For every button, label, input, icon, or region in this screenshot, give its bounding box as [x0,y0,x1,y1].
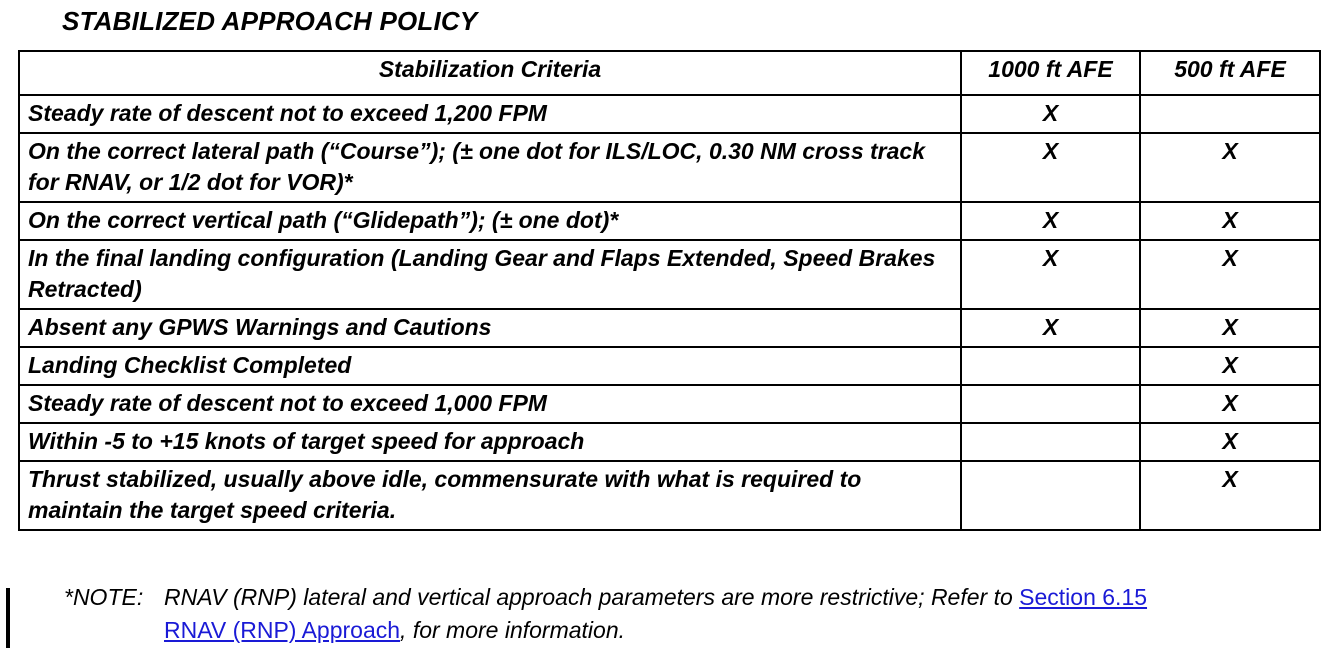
afe500-mark [1140,95,1320,133]
header-500ft-afe: 500 ft AFE [1140,51,1320,95]
header-criteria: Stabilization Criteria [19,51,961,95]
table-row [19,309,1320,347]
afe500-mark: X [1140,423,1320,461]
table-row [19,385,1320,423]
table-row [19,202,1320,240]
table-row [19,240,1320,309]
note-suffix: , for more information. [400,617,626,643]
afe1000-mark: X [961,240,1140,309]
afe500-mark: X [1140,385,1320,423]
criteria-cell: On the correct vertical path (“Glidepath”); (± one dot)* [19,202,961,240]
afe1000-mark [961,423,1140,461]
afe500-mark: X [1140,461,1320,530]
table-row [19,423,1320,461]
afe500-mark: X [1140,309,1320,347]
criteria-cell: Thrust stabilized, usually above idle, commensurate with what is required to maintain the target speed criteria. [19,461,961,530]
criteria-cell: In the final landing configuration (Landing Gear and Flaps Extended, Speed Brakes Retracted) [19,240,961,309]
afe500-mark: X [1140,347,1320,385]
note-prefix: *NOTE: [64,584,144,610]
afe500-mark: X [1140,240,1320,309]
footnote-line-2 [64,614,1147,647]
afe1000-mark: X [961,95,1140,133]
afe1000-mark: X [961,309,1140,347]
header-1000ft-afe: 1000 ft AFE [961,51,1140,95]
afe1000-mark: X [961,133,1140,202]
footnote [64,581,1147,647]
criteria-cell: On the correct lateral path (“Course”); (± one dot for ILS/LOC, 0.30 NM cross track for RNAV, or 1/2 dot for VOR)* [19,133,961,202]
table-row [19,95,1320,133]
footnote-line-1 [64,581,1147,614]
afe500-mark: X [1140,133,1320,202]
table-header-row [19,51,1320,95]
page-title: STABILIZED APPROACH POLICY [62,6,478,36]
criteria-cell: Steady rate of descent not to exceed 1,000 FPM [19,385,961,423]
section-link-continued[interactable]: RNAV (RNP) Approach [164,617,401,643]
table-row [19,133,1320,202]
afe1000-mark [961,347,1140,385]
table-row [19,347,1320,385]
section-link[interactable]: Section 6.15 [1019,584,1148,610]
criteria-cell: Steady rate of descent not to exceed 1,200 FPM [19,95,961,133]
stabilization-criteria-table [18,50,1321,531]
note-text: RNAV (RNP) lateral and vertical approach parameters are more restrictive; Refer to [164,584,1013,610]
criteria-cell: Landing Checklist Completed [19,347,961,385]
criteria-cell: Within -5 to +15 knots of target speed for approach [19,423,961,461]
afe500-mark: X [1140,202,1320,240]
afe1000-mark [961,461,1140,530]
afe1000-mark [961,385,1140,423]
criteria-cell: Absent any GPWS Warnings and Cautions [19,309,961,347]
table-row [19,461,1320,530]
afe1000-mark: X [961,202,1140,240]
revision-change-bar [6,588,10,648]
